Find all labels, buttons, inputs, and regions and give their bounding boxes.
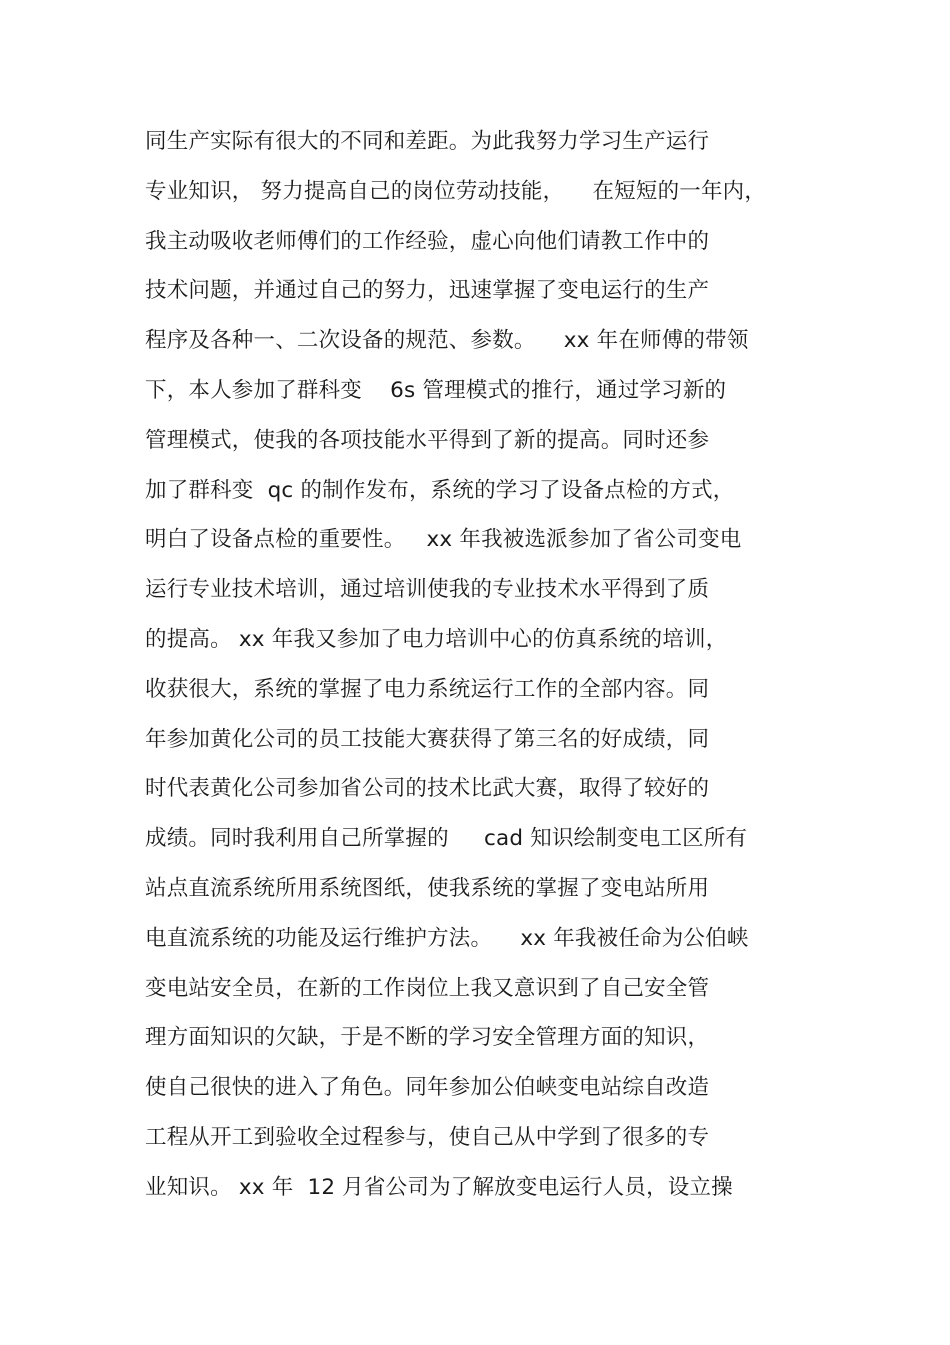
text-line-18: 变电站安全员，在新的工作岗位上我又意识到了自己安全管 xyxy=(145,975,710,1001)
text-line-10: 运行专业技术培训，通过培训使我的专业技术水平得到了质 xyxy=(145,577,710,603)
text-line-7: 管理模式，使我的各项技能水平得到了新的提高。同时还参 xyxy=(145,427,710,453)
text-line-9: 明白了设备点检的重要性。 xx 年我被选派参加了省公司变电 xyxy=(145,527,742,553)
text-line-8: 加了群科变 qc 的制作发布，系统的学习了设备点检的方式， xyxy=(145,477,735,503)
text-line-1: 同生产实际有很大的不同和差距。为此我努力学习生产运行 xyxy=(145,129,710,154)
text-line-15: 成绩。同时我利用自己所掌握的 cad 知识绘制变电工区所有 xyxy=(145,826,748,852)
text-line-14: 时代表黄化公司参加省公司的技术比武大赛，取得了较好的 xyxy=(145,776,710,802)
text-line-21: 工程从开工到验收全过程参与，使自己从中学到了很多的专 xyxy=(145,1124,710,1150)
text-line-5: 程序及各种一、二次设备的规范、参数。 xx 年在师傅的带领 xyxy=(145,328,749,354)
text-line-4: 技术问题，并通过自己的努力，迅速掌握了变电运行的生产 xyxy=(145,278,710,304)
text-line-11: 的提高。 xx 年我又参加了电力培训中心的仿真系统的培训， xyxy=(145,626,728,652)
body-text xyxy=(145,120,845,1216)
text-line-3: 我主动吸收老师傅们的工作经验，虚心向他们请教工作中的 xyxy=(145,228,710,254)
text-line-12: 收获很大，系统的掌握了电力系统运行工作的全部内容。同 xyxy=(145,676,710,702)
text-line-2: 专业知识， 努力提高自己的岗位劳动技能， 在短短的一年内， xyxy=(145,178,767,204)
text-line-13: 年参加黄化公司的员工技能大赛获得了第三名的好成绩，同 xyxy=(145,726,710,752)
text-line-20: 使自己很快的进入了角色。同年参加公伯峡变电站综自改造 xyxy=(145,1075,710,1101)
text-line-22: 业知识。 xx 年 12 月省公司为了解放变电运行人员，设立操 xyxy=(145,1174,733,1200)
text-line-6: 下，本人参加了群科变 6s 管理模式的推行，通过学习新的 xyxy=(145,377,727,403)
text-line-17: 电直流系统的功能及运行维护方法。 xx 年我被任命为公伯峡 xyxy=(145,925,749,951)
text-line-16: 站点直流系统所用系统图纸，使我系统的掌握了变电站所用 xyxy=(145,875,710,901)
text-line-19: 理方面知识的欠缺，于是不断的学习安全管理方面的知识， xyxy=(145,1025,710,1051)
